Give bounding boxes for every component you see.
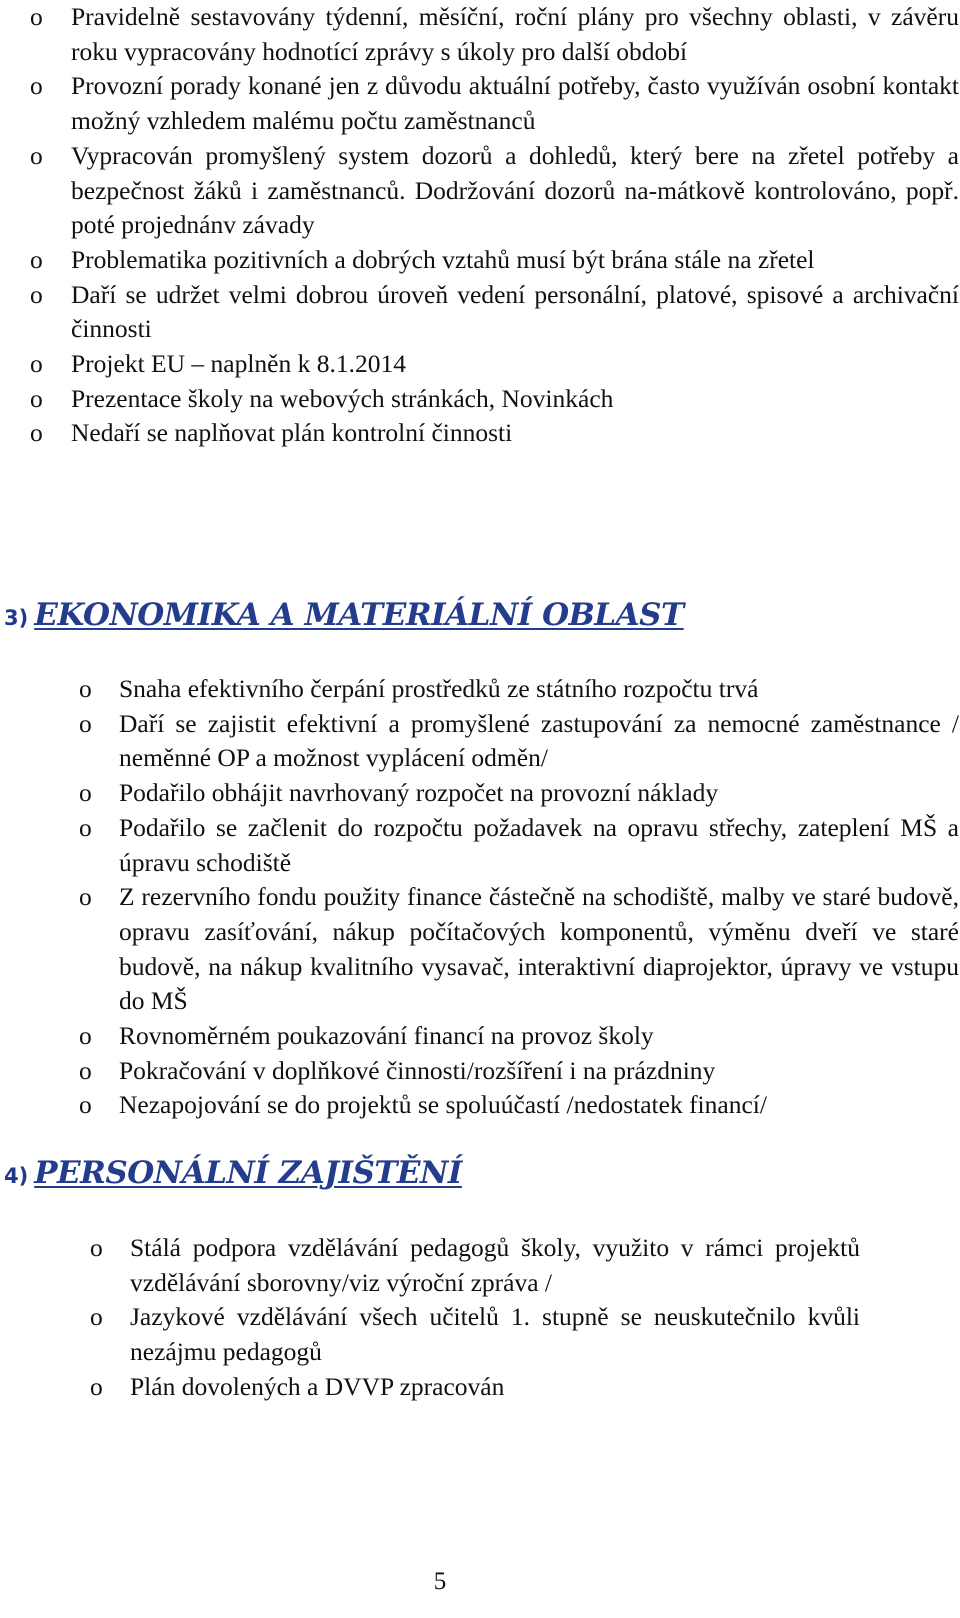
- list-item: [0, 278, 959, 347]
- bullet-marker: o: [79, 1055, 92, 1085]
- list-item: [0, 672, 959, 707]
- personnel-list: [0, 1231, 860, 1405]
- management-list: [0, 0, 959, 451]
- bullet-marker: o: [79, 1021, 92, 1051]
- bullet-marker: o: [79, 708, 92, 738]
- list-item-text: Problematika pozitivních a dobrých vztahů musí být brána stále na zřetel: [71, 244, 815, 274]
- list-item-text: Jazykové vzdělávání všech učitelů 1. stupně se neuskutečnilo kvůli nezájmu pedagogů: [130, 1302, 860, 1367]
- list-item: [0, 382, 959, 417]
- bullet-marker: o: [90, 1302, 103, 1332]
- section-heading-personnel: [4, 1155, 462, 1191]
- bullet-marker: o: [90, 1233, 103, 1262]
- list-item-text: Rovnoměrném poukazování financí na provoz školy: [119, 1021, 654, 1051]
- list-item: [0, 1370, 860, 1405]
- list-item: [0, 139, 959, 243]
- list-item-text: Nezapojování se do projektů se spoluúčastí /nedostatek financí/: [119, 1090, 767, 1120]
- list-item: [0, 880, 959, 1019]
- list-item: [0, 416, 959, 451]
- list-item: [0, 1300, 860, 1369]
- bullet-marker: o: [79, 1090, 92, 1120]
- bullet-marker: o: [30, 418, 43, 448]
- bullet-marker: o: [79, 674, 92, 703]
- list-item-text: Stálá podpora vzdělávání pedagogů školy, využito v rámci projektů vzdělávání sborovny/viz výroční zpráva /: [130, 1233, 860, 1297]
- list-item: [0, 347, 959, 382]
- list-item-text: Daří se zajistit efektivní a promyšlené zastupování za nemocné zaměstnance / neměnné OP a možnost vyplácení odměn/: [119, 708, 959, 773]
- list-item-text: Prezentace školy na webových stránkách, Novinkách: [71, 383, 614, 413]
- list-item: [0, 811, 959, 880]
- section-heading-economics: [4, 597, 684, 633]
- list-item-text: Provozní porady konané jen z důvodu aktuální potřeby, často využíván osobní kontakt možný vzhledem malému počtu zaměstnanců: [71, 71, 959, 136]
- bullet-marker: o: [30, 349, 43, 379]
- list-item-text: Plán dovolených a DVVP zpracován: [130, 1371, 505, 1401]
- bullet-marker: o: [30, 140, 43, 170]
- section-number: 3): [4, 606, 29, 630]
- list-item: [0, 0, 959, 69]
- bullet-marker: o: [79, 882, 92, 912]
- list-item: [0, 243, 959, 278]
- list-item-text: Vypracován promyšlený system dozorů a dohledů, který bere na zřetel potřeby a bezpečnost žáků i zaměstnanců. Dodržování dozorů na-mátkově kontrolováno, popř. poté projednánv závady: [71, 140, 959, 240]
- list-item: [0, 1019, 959, 1054]
- bullet-marker: o: [79, 778, 92, 808]
- list-item: [0, 1231, 860, 1300]
- list-item: [0, 1088, 959, 1123]
- list-item-text: Z rezervního fondu použity finance částečně na schodiště, malby ve staré budově, opravu zasíťování, nákup počítačových komponentů, výměnu dveří ve staré budově, na nákup kvalitního vysavač, interaktivní diaprojektor, úpravy ve vstupu do MŠ: [119, 882, 959, 1016]
- section-title: PERSONÁLNÍ ZAJIŠTĚNÍ: [34, 1155, 462, 1191]
- bullet-marker: o: [30, 383, 43, 413]
- bullet-marker: o: [30, 244, 43, 274]
- list-item-text: Podařilo se začlenit do rozpočtu požadavek na opravu střechy, zateplení MŠ a úpravu schodiště: [119, 812, 959, 877]
- list-item-text: Pravidelně sestavovány týdenní, měsíční, roční plány pro všechny oblasti, v závěru roku vypracovány hodnotící zprávy s úkoly pro další období: [71, 2, 959, 66]
- bullet-marker: o: [30, 279, 43, 309]
- list-item-text: Projekt EU – naplněn k 8.1.2014: [71, 349, 406, 379]
- list-item: [0, 1054, 959, 1089]
- page-number: 5: [433, 1568, 447, 1595]
- economics-list: [0, 672, 959, 1123]
- section-number: 4): [4, 1164, 29, 1188]
- section-title: EKONOMIKA A MATERIÁLNÍ OBLAST: [34, 597, 684, 633]
- list-item: [0, 69, 959, 138]
- bullet-marker: o: [90, 1371, 103, 1401]
- bullet-marker: o: [30, 2, 43, 31]
- list-item: [0, 776, 959, 811]
- list-item-text: Nedaří se naplňovat plán kontrolní činnosti: [71, 418, 513, 448]
- bullet-marker: o: [79, 812, 92, 842]
- list-item-text: Podařilo obhájit navrhovaný rozpočet na provozní náklady: [119, 778, 719, 808]
- list-item-text: Snaha efektivního čerpání prostředků ze státního rozpočtu trvá: [119, 674, 759, 703]
- list-item: [0, 707, 959, 776]
- list-item-text: Pokračování v doplňkové činnosti/rozšíření i na prázdniny: [119, 1055, 716, 1085]
- list-item-text: Daří se udržet velmi dobrou úroveň vedení personální, platové, spisové a archivační činnosti: [71, 279, 959, 344]
- bullet-marker: o: [30, 71, 43, 101]
